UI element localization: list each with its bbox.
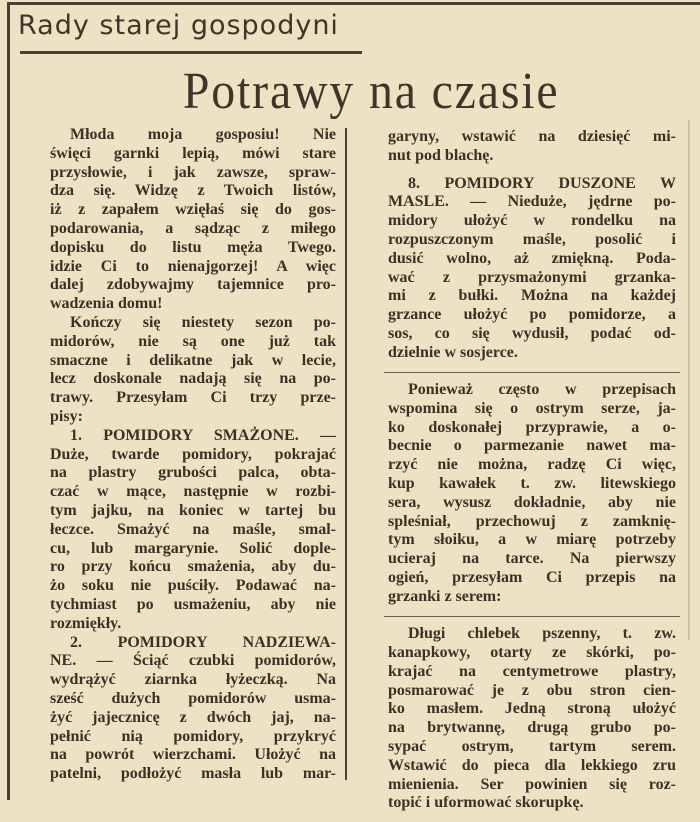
text-line: Ponieważ często w przepisach [408,381,676,399]
paragraph [50,126,336,314]
text-line: wspomina się o ostrym serze, ja- [388,399,676,417]
paragraph [388,128,676,166]
text-line: Wstawić do pieca dla lekkiego zru [388,756,676,774]
paragraph [50,634,336,784]
text-line: żyć jajecznicę z dwóch jaj, na- [50,708,336,726]
text-line: przysłowie, i jak zawsze, spraw- [50,163,336,181]
text-line: podarowania, a sądząc z miłego [50,219,336,237]
text-line: mienienia. Ser powinien się roz- [388,775,676,793]
text-line: lecz doskonale nadają się na po- [50,370,336,388]
section-underline [20,51,362,54]
text-line: 8. POMIDORY DUSZONE W [408,174,676,192]
text-line: łeczce. Smażyć na maśle, smal- [50,520,336,538]
text-line: wać z przysmażonymi grzanka- [388,268,676,286]
section-separator [384,616,680,618]
text-line: ucieraj na tarce. Na pierwszy [388,550,676,568]
text-line: żo soku nie puściły. Podawać na- [50,577,336,595]
article-title: Potrawy na czasie [182,63,560,120]
text-line: sera, wysusz dokładnie, aby nie [388,493,676,511]
text-line: krajać na centymetrowe plastry, [388,662,676,680]
text-line: sypać ostrym, tartym serem. [388,737,676,755]
text-line: dalej zdobywajmy tajemnice pro- [50,276,336,294]
text-line: tym jajku, na koniec w tartej bu [50,501,336,519]
text-line: grzance ułożyć po pomidorze, a [388,306,676,324]
text-line: midory ułożyć w rondelku na [388,212,676,230]
left-border-rule [7,2,10,800]
text-line: rozpuszczonym maśle, posolić i [388,230,676,248]
text-line: ko masłem. Jedną stroną ułożyć [388,700,676,718]
text-line: sześć dużych pomidorów usma- [50,689,336,707]
text-line: dza się. Widzę z Twoich listów, [50,182,336,200]
section-heading: Rady starej gospodyni [18,10,339,41]
text-line: na powrót wierzchami. Ułożyć na [50,746,336,764]
text-line: garyny, wstawić na dziesięć mi- [388,128,676,145]
text-line: na plastry grubości palca, obta- [50,464,336,482]
text-line: dusić wolno, aż zmiękną. Poda- [388,249,676,267]
text-line: Młoda moja gosposiu! Nie [70,126,336,143]
text-line: NE. — Ściąć czubki pomidorów, [50,652,336,670]
paragraph [50,427,336,634]
text-line: wydrążyć ziarnka łyżeczką. Na [50,671,336,689]
text-line: idzie Ci to nienajgorzej! A więc [50,257,336,275]
right-column [388,128,676,822]
text-line: trawy. Przesyłam Ci trzy prze- [50,389,336,407]
paragraph [50,314,336,427]
text-line: ko doskonałej przyprawie, a o- [388,418,676,436]
text-line: 2. POMIDORY NADZIEWA- [70,633,336,651]
text-line: nut pod blachę. [388,146,494,164]
text-line: mi z bułki. Można na każdej [388,287,676,305]
text-line: 1. POMIDORY SMAŻONE. — [70,426,336,444]
text-line: patelni, podłożyć masła lub mar- [50,765,336,783]
text-line: MASLE. — Nieduże, jędrne po- [388,193,676,211]
section-separator [384,372,680,374]
text-line: Długi chlebek pszenny, t. zw. [408,625,676,643]
text-line: ogień, przesyłam Ci przepis na [388,569,676,587]
paragraph [388,625,676,813]
text-line: na brytwannę, drugą grubo po- [388,719,676,737]
text-line: tym słoiku, a w miarę potrzeby [388,531,676,549]
left-column [50,126,336,784]
text-line: grzanki z serem: [388,587,502,605]
text-line: czać w mące, następnie w rozbi- [50,483,336,501]
text-line: dopisku do listu męża Twego. [50,238,336,256]
text-line: midorów, nie są one już tak [50,332,336,350]
top-rule [10,2,700,5]
text-line: wadzenia domu! [50,295,163,313]
text-line: kup kawałek t. zw. litewskiego [388,475,676,493]
text-line: dzielnie w sosjerce. [388,343,518,361]
text-line: becnie o parmezanie nawet ma- [388,437,676,455]
text-line: rzyć nie można, radzę Ci więc, [388,456,676,474]
text-line: Duże, twarde pomidory, pokrajać [50,445,336,463]
text-line: tychmiast po usmażeniu, aby nie [50,595,336,613]
text-line: pełnić nią pomidory, przykryć [50,727,336,745]
text-line: cu, lub margarynie. Solić dople- [50,539,336,557]
paragraph [388,175,676,363]
paragraph [388,381,676,607]
text-line: iż z zapałem wzięłaś się do gos- [50,201,336,219]
text-line: kanapkowy, otarty ze skórki, po- [388,643,676,661]
text-line: święci garnki lepią, mówi stare [50,144,336,162]
text-line: sos, co się wydusił, podać od- [388,324,676,342]
text-line: spleśniał, przechowuj z zamknię- [388,512,676,530]
text-line: pisy: [50,407,83,425]
text-line: posmarować je z obu stron cien- [388,681,676,699]
right-edge-shadow [688,120,690,640]
text-line: Kończy się niestety sezon po- [70,313,336,331]
column-divider [345,128,347,780]
text-line: ro przy końcu smażenia, aby du- [50,558,336,576]
text-line: smaczne i delikatne jak w lecie, [50,351,336,369]
text-line: rozmiękły. [50,614,122,632]
text-line: topić i uformować skorupkę. [388,794,584,812]
